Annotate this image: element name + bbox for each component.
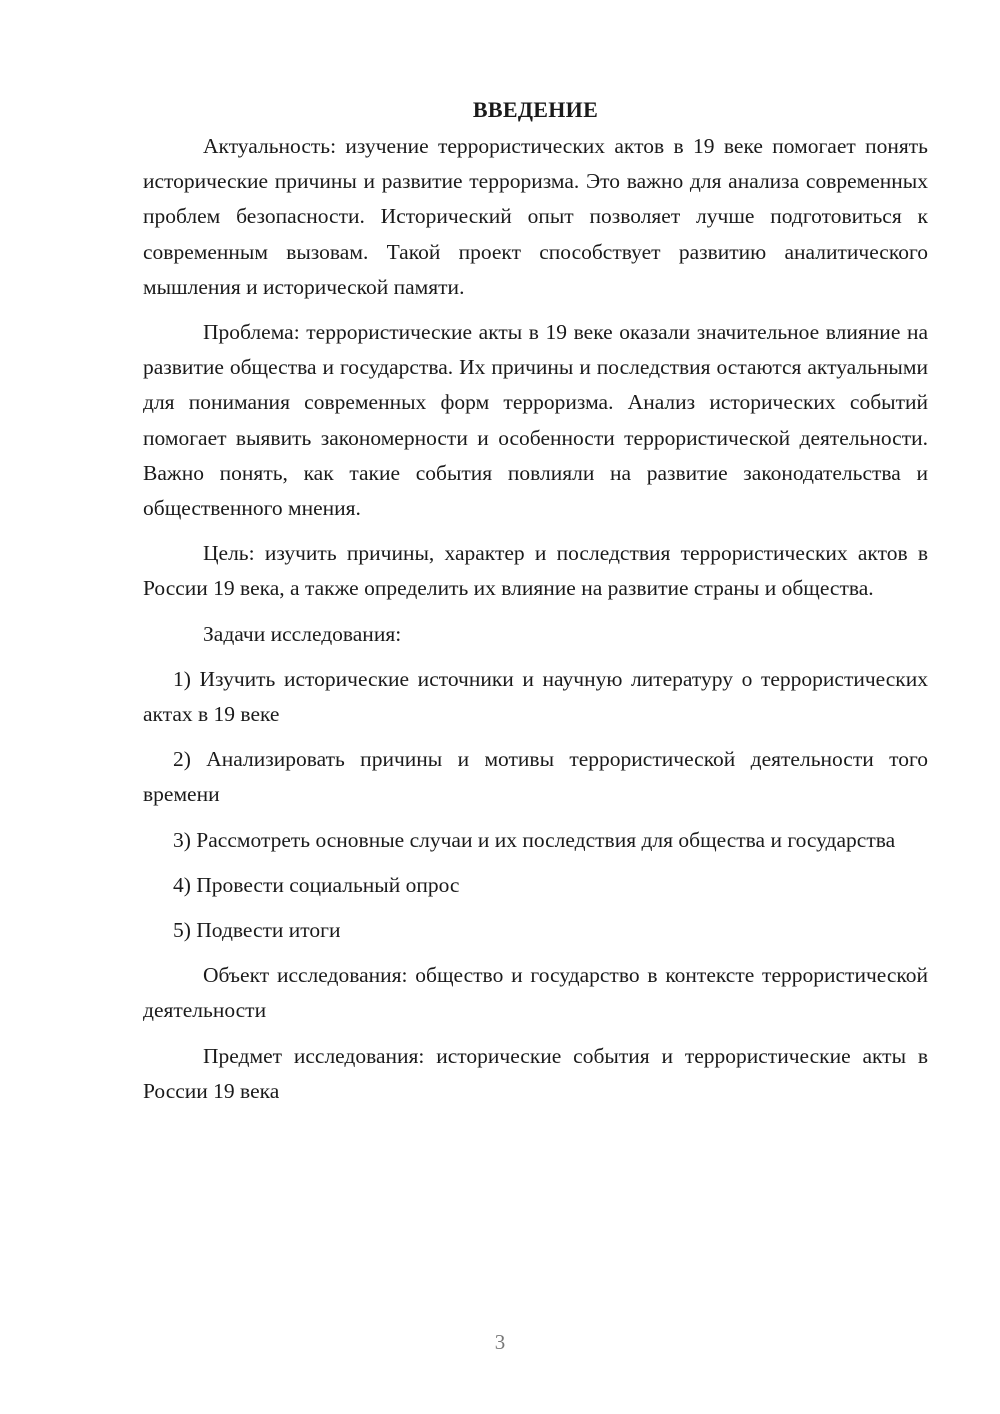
task-item-3: 3) Рассмотреть основные случаи и их последствия для общества и государства — [173, 827, 896, 852]
task-item-2: 2) Анализировать причины и мотивы террористической деятельности того времени — [143, 747, 928, 807]
object-paragraph: Объект исследования: общество и государство в контексте террористической деятельности — [143, 963, 928, 1023]
task-item-4: 4) Провести социальный опрос — [173, 872, 460, 897]
page-title: ВВЕДЕНИЕ — [472, 97, 599, 122]
task-item-1: 1) Изучить исторические источники и научную литературу о террористических актах в 19 веке — [143, 666, 928, 727]
relevance-paragraph: Актуальность: изучение террористических актов в 19 веке помогает понять исторические причины и развитие терроризма. Это важно для анализа современных проблем безопасности. Исторический опыт позволяет лучше подготовиться к современным вызовам. Такой проект способствует развитию аналитического мышления и исторической памяти. — [143, 134, 928, 299]
task-item-5: 5) Подвести итоги — [173, 918, 341, 943]
goal-paragraph: Цель: изучить причины, характер и последствия террористических актов в России 19 века, а также определить их влияние на развитие страны и общества. — [143, 541, 928, 601]
problem-paragraph: Проблема: террористические акты в 19 веке оказали значительное влияние на развитие общества и государства. Их причины и последствия остаются актуальными для понимания современных форм терроризма. Анализ исторических событий помогает выявить закономерности и особенности террористической деятельности. Важно понять, как такие события повлияли на развитие законодательства и общественного мнения. — [143, 320, 928, 521]
tasks-heading: Задачи исследования: — [203, 621, 402, 646]
subject-paragraph: Предмет исследования: исторические события и террористические акты в России 19 века — [143, 1043, 928, 1103]
document-page — [143, 92, 928, 1119]
page-number: 3 — [494, 1330, 506, 1354]
